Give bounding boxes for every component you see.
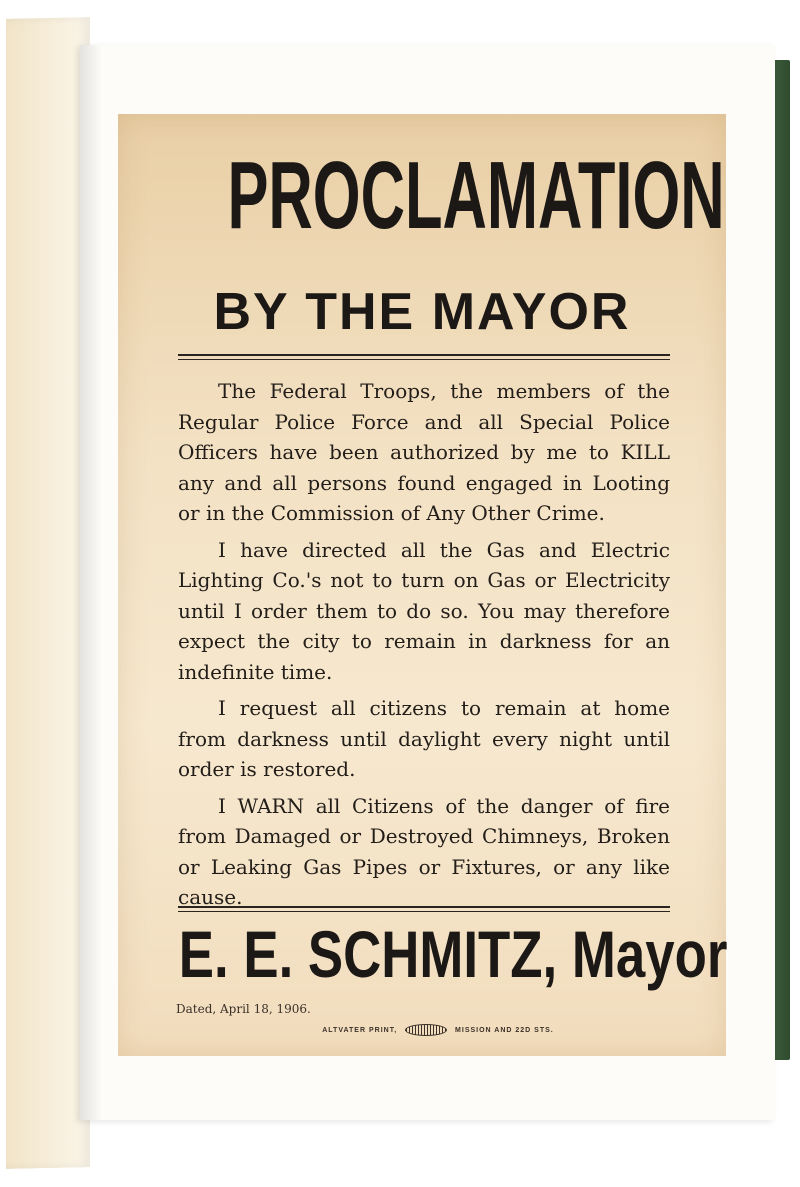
proclamation-body <box>178 376 670 919</box>
page-gutter-shadow <box>80 45 102 1120</box>
paragraph-gas-electric: I have directed all the Gas and Electric Lighting Co.'s not to turn on Gas or Electricity until I order them to do so. You may therefore expect the city to remain in darkness for an indefinite time. <box>178 537 670 684</box>
mayor-signature: E. E. SCHMITZ, Mayor <box>178 917 728 991</box>
printer-imprint <box>318 1024 558 1036</box>
poster-title: PROCLAMATION <box>227 142 725 249</box>
paragraph-curfew: I request all citizens to remain at home from darkness until daylight every night until order is restored. <box>178 696 670 781</box>
left-page-edge <box>6 17 90 1169</box>
union-label-icon <box>405 1024 447 1036</box>
poster-subtitle: BY THE MAYOR <box>213 283 631 341</box>
top-divider-rule <box>178 354 670 360</box>
printer-address: MISSION AND 22D STS. <box>455 1026 554 1034</box>
proclamation-poster <box>118 114 726 1056</box>
paragraph-fire-warning: I WARN all Citizens of the danger of fire from Damaged or Destroyed Chimneys, Broken or Leaking Gas Pipes or Fixtures, or any like cause. <box>178 793 670 909</box>
printer-name: ALTVATER PRINT, <box>322 1026 398 1034</box>
date-line: Dated, April 18, 1906. <box>176 1002 311 1016</box>
bottom-divider-rule <box>178 906 670 912</box>
paragraph-troops: The Federal Troops, the members of the Regular Police Force and all Special Police Officers have been authorized by me to KILL any and all persons found engaged in Looting or in the Commission of Any Other Crime. <box>178 379 670 525</box>
